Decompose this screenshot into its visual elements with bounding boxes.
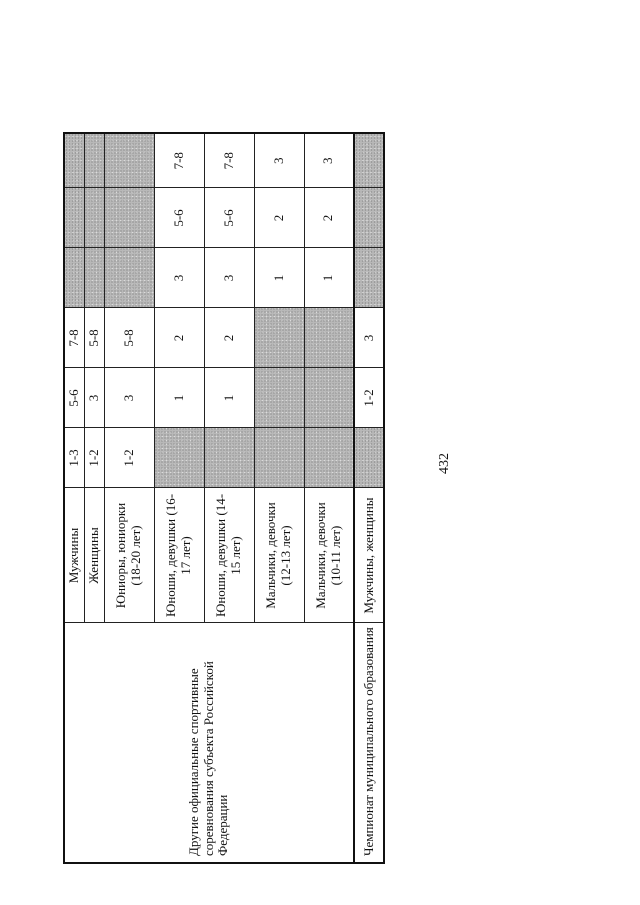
place-cell: 1-2 (354, 368, 384, 428)
shaded-cell (84, 133, 104, 188)
place-cell: 3 (204, 248, 254, 308)
age-category-label: Юноши, девушки (14-15 лет) (204, 488, 254, 623)
place-cell: 1-2 (104, 428, 154, 488)
place-cell: 5-6 (204, 188, 254, 248)
place-cell: 1-3 (64, 428, 84, 488)
shaded-cell (354, 248, 384, 308)
place-cell: 3 (254, 133, 304, 188)
shaded-cell (84, 188, 104, 248)
ranking-table (63, 132, 385, 864)
table-row (354, 133, 384, 863)
place-cell: 7-8 (154, 133, 204, 188)
age-category-label: Юниоры, юниорки (18-20 лет) (104, 488, 154, 623)
place-cell: 7-8 (64, 308, 84, 368)
place-cell: 3 (154, 248, 204, 308)
place-cell: 3 (354, 308, 384, 368)
shaded-cell (304, 368, 354, 428)
place-cell: 5-8 (84, 308, 104, 368)
shaded-cell (354, 188, 384, 248)
age-category-label: Мальчики, девочки (12-13 лет) (254, 488, 304, 623)
place-cell: 1 (204, 368, 254, 428)
shaded-cell (154, 428, 204, 488)
shaded-cell (64, 188, 84, 248)
place-cell: 1 (154, 368, 204, 428)
shaded-cell (104, 133, 154, 188)
place-cell: 3 (104, 368, 154, 428)
shaded-cell (104, 248, 154, 308)
place-cell: 7-8 (204, 133, 254, 188)
shaded-cell (254, 368, 304, 428)
rotated-table-wrapper (63, 134, 376, 864)
shaded-cell (104, 188, 154, 248)
table-row (64, 133, 84, 863)
age-category-label: Женщины (84, 488, 104, 623)
shaded-cell (64, 248, 84, 308)
shaded-cell (84, 248, 104, 308)
shaded-cell (354, 133, 384, 188)
shaded-cell (64, 133, 84, 188)
place-cell: 1 (254, 248, 304, 308)
age-category-label: Мужчины (64, 488, 84, 623)
age-category-label: Юноши, девушки (16-17 лет) (154, 488, 204, 623)
competition-group-label: Чемпионат муниципального образования (354, 623, 384, 863)
place-cell: 3 (304, 133, 354, 188)
age-category-label: Мальчики, девочки (10-11 лет) (304, 488, 354, 623)
place-cell: 2 (154, 308, 204, 368)
place-cell: 5-6 (154, 188, 204, 248)
shaded-cell (254, 428, 304, 488)
place-cell: 5-6 (64, 368, 84, 428)
place-cell: 1-2 (84, 428, 104, 488)
place-cell: 2 (204, 308, 254, 368)
place-cell: 2 (304, 188, 354, 248)
shaded-cell (304, 308, 354, 368)
competition-group-label: Другие официальные спортивные соревнования субъекта Российской Федерации (64, 623, 354, 863)
shaded-cell (204, 428, 254, 488)
shaded-cell (304, 428, 354, 488)
shaded-cell (254, 308, 304, 368)
page-number: 432 (437, 453, 452, 474)
place-cell: 5-8 (104, 308, 154, 368)
place-cell: 1 (304, 248, 354, 308)
age-category-label: Мужчины, женщины (354, 488, 384, 623)
shaded-cell (354, 428, 384, 488)
place-cell: 2 (254, 188, 304, 248)
place-cell: 3 (84, 368, 104, 428)
